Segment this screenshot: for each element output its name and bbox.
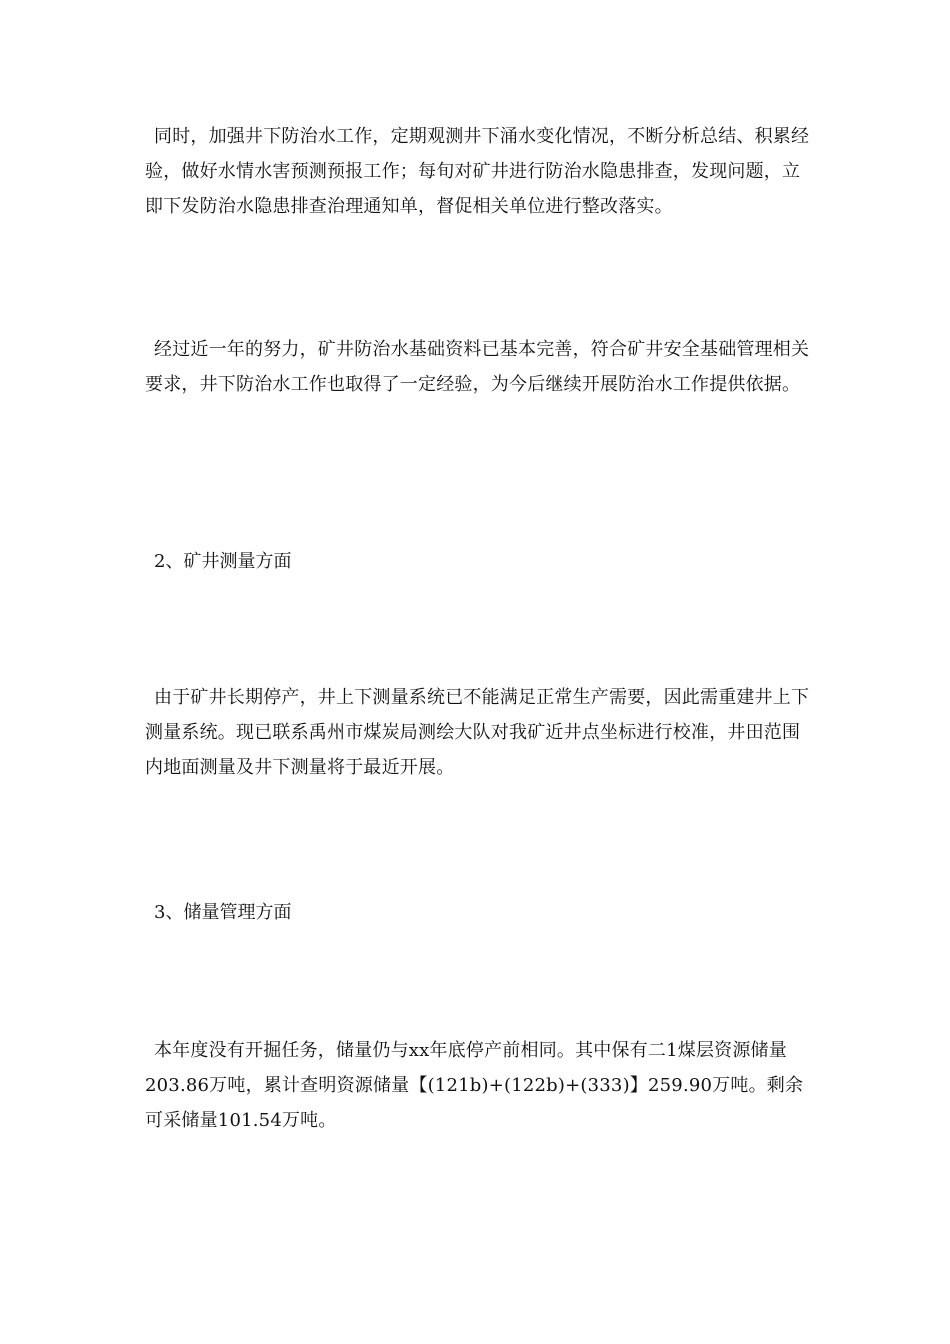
paragraph-water-prevention-results: 经过近一年的努力，矿井防治水基础资料已基本完善，符合矿井安全基础管理相关要求，井下防治水工作也取得了一定经验，为今后继续开展防治水工作提供依据。 <box>145 339 810 395</box>
section-heading-reserve-management: 3、储量管理方面 <box>154 902 292 923</box>
paragraph-reserve-management: 本年度没有开掘任务，储量仍与xx年底停产前相同。其中保有二1煤层资源储量203.86万吨，累计查明资源储量【(121b)+(122b)+(333)】259.90万吨。剩余可采储量101.54万吨。 <box>145 1040 804 1131</box>
paragraph-mine-survey: 由于矿井长期停产，井上下测量系统已不能满足正常生产需要，因此需重建井上下测量系统。现已联系禹州市煤炭局测绘大队对我矿近井点坐标进行校准，井田范围内地面测量及井下测量将于最近开展。 <box>145 687 810 778</box>
paragraph-water-prevention-work: 同时，加强井下防治水工作，定期观测井下涌水变化情况，不断分析总结、积累经验，做好水情水害预测预报工作；每旬对矿井进行防治水隐患排查，发现问题，立即下发防治水隐患排查治理通知单，督促相关单位进行整改落实。 <box>145 126 810 217</box>
section-heading-mine-survey: 2、矿井测量方面 <box>154 551 292 572</box>
